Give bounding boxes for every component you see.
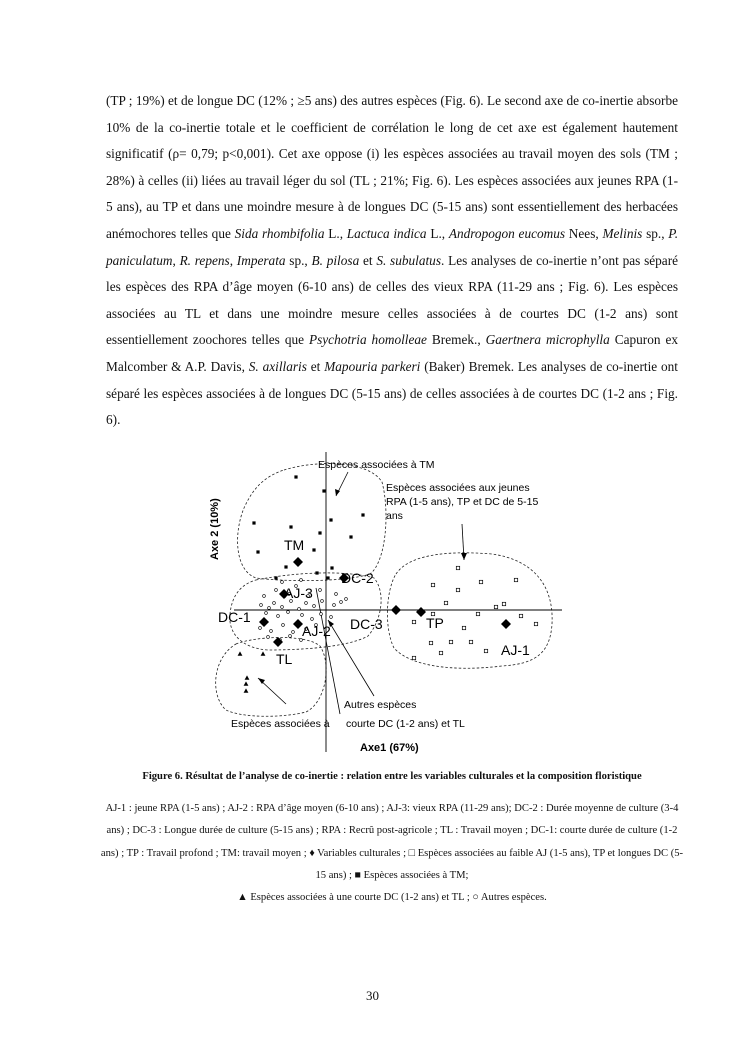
variable-diamond-dc-1 [259, 617, 269, 627]
other-species-point [335, 593, 338, 596]
text-run: sp., [285, 252, 312, 268]
young-species-point [429, 641, 432, 644]
annotation-short-a: Espèces associées à [231, 718, 330, 730]
other-species-point [313, 605, 316, 608]
species-name: Mapouria parkeri [324, 358, 421, 374]
tm-species-point [361, 513, 364, 516]
tm-species-point [322, 489, 325, 492]
young-species-point [476, 612, 479, 615]
other-species-point [333, 604, 336, 607]
young-species-point [494, 605, 497, 608]
other-species-point [320, 613, 323, 616]
text-run: , [229, 252, 237, 268]
tm-species-point [284, 565, 287, 568]
tm-species-point [252, 521, 255, 524]
species-name: S. axillaris [248, 358, 307, 374]
label-dc-1: DC-1 [218, 609, 251, 625]
other-species-point [282, 624, 285, 627]
co-inertia-figure [196, 452, 570, 758]
tm-species-point [312, 548, 315, 551]
other-species-point [263, 595, 266, 598]
page-number: 30 [366, 988, 379, 1003]
variable-points [259, 557, 511, 647]
species-name: Lactuca indica [346, 225, 427, 241]
text-run: sp., [642, 225, 669, 241]
other-species-point [275, 589, 278, 592]
other-species-point [305, 602, 308, 605]
young-species-point [519, 614, 522, 617]
variable-diamond-tp [416, 607, 426, 617]
young-species-point [456, 588, 459, 591]
text-run: et [306, 358, 325, 374]
tm-species-point [315, 571, 318, 574]
text-run: et [359, 252, 377, 268]
short-dc-tl-species-point [245, 675, 250, 679]
figure-caption-title: Figure 6. Résultat de l’analyse de co-inertie : relation entre les variables culturales et la composition floristique [142, 771, 642, 782]
annotation-young-1: Espèces associées aux jeunes [386, 482, 530, 494]
label-aj-1: AJ-1 [501, 642, 530, 658]
other-species-point [260, 604, 263, 607]
tm-species-point [326, 576, 329, 579]
x-axis-label: Axe1 (67%) [360, 742, 419, 754]
species-name: B. pilosa [311, 252, 360, 268]
species-name: R. repens [179, 252, 230, 268]
tm-species-point [256, 550, 259, 553]
species-name: Psychotria homolleae [308, 332, 427, 348]
label-aj-3: AJ-3 [284, 585, 313, 601]
label-tl: TL [276, 651, 293, 667]
text-run: . Les analyses de co-inertie n’ont pas séparé les espèces des RPA d’âge moyen (6-10 ans) de celles des vieux RPA (11-29 ans ; Fig. 6). Les espèces associées au TL et dans une moindre mesure celles associées à de courtes DC (1-2 ans) sont essentiellement zoochores telles que [106, 252, 679, 348]
text-run: Nees, [565, 225, 603, 241]
other-species-point [287, 611, 290, 614]
short-dc-tl-species-point [244, 688, 249, 692]
other-species-point [259, 627, 262, 630]
text-run: L., [324, 225, 347, 241]
body-paragraph [106, 88, 678, 434]
species-name: P. paniculatum [106, 225, 679, 268]
other-species-point [301, 614, 304, 617]
other-species-point [311, 618, 314, 621]
other-species-point [345, 598, 348, 601]
annotation-short-b: courte DC (1-2 ans) et TL [346, 718, 465, 730]
tm-species-point [294, 475, 297, 478]
label-dc-2: DC-2 [341, 570, 374, 586]
species-name: Andropogon eucomus [448, 225, 566, 241]
annotation-young-3: ans [386, 510, 403, 522]
young-species-point [444, 601, 447, 604]
other-species-point [267, 636, 270, 639]
variable-diamond-aj-1 [501, 619, 511, 629]
species-name: Sida rhombifolia [234, 225, 325, 241]
tm-species-point [349, 535, 352, 538]
species-name: Imperata [236, 252, 286, 268]
variable-diamond-tl [273, 637, 283, 647]
text-run: (TP ; 19%) et de longue DC (12% ; ≥5 ans) des autres espèces (Fig. 6). Le second axe de co-inertie absorbe 10% de la co-inertie totale et le coefficient de corrélation le long de cet axe est également hautement significatif (ρ= 0,79; p<0,001). Cet axe oppose (i) les espèces associées au travail moyen des sols (TM ; 28%) à celles (ii) liées au travail léger du sol (TL ; 21%; Fig. 6). Les espèces associées aux jeunes RPA (1-5 ans), au TP et dans une moindre mesure à de longues DC (5-15 ans) sont essentiellement des herbacées anémochores telles que [106, 93, 678, 241]
other-species-point [281, 581, 284, 584]
other-species-point [300, 579, 303, 582]
species-name: Gaertnera microphylla [485, 332, 610, 348]
young-species-point [514, 578, 517, 581]
other-species-point [300, 639, 303, 642]
tm-species-point [318, 531, 321, 534]
annotation-other: Autres espèces [344, 699, 417, 711]
co-inertia-scatter-plot [196, 452, 570, 758]
annotation-tm: Espèces associées à TM [318, 459, 435, 471]
young-species-point [479, 580, 482, 583]
other-species-point [292, 631, 295, 634]
other-species-point [330, 616, 333, 619]
young-species-point [412, 620, 415, 623]
text-run: Bremek., [426, 332, 486, 348]
annotation-young-2: RPA (1-5 ans), TP et DC de 5-15 [386, 496, 539, 508]
young-species-point [456, 566, 459, 569]
other-species-point [268, 607, 271, 610]
tm-species-point [330, 566, 333, 569]
species-name: Melinis [602, 225, 643, 241]
text-run: (Baker) Bremek. Les analyses de co-inertie ont séparé les espèces associées à de longues DC (5-15 ans) de celles associées à de courtes DC (1-2 ans ; Fig. 6). [106, 358, 678, 428]
tm-species-point [329, 518, 332, 521]
other-species-point [340, 601, 343, 604]
y-axis-label: Axe 2 (10%) [209, 498, 221, 560]
young-species-point [469, 640, 472, 643]
young-species-point [534, 622, 537, 625]
tm-species-envelope [238, 464, 386, 581]
young-species-point [412, 656, 415, 659]
young-species-point [462, 626, 465, 629]
label-aj-2: AJ-2 [302, 623, 331, 639]
other-species-point [289, 635, 292, 638]
figure-legend [100, 798, 684, 909]
young-arrowhead [461, 553, 467, 560]
short-dc-tl-species-point [261, 651, 266, 655]
other-species-point [277, 615, 280, 618]
young-species-point [431, 583, 434, 586]
other-species-point [319, 589, 322, 592]
tm-species-point [274, 576, 277, 579]
text-run: L., [426, 225, 449, 241]
other-species-point [270, 630, 273, 633]
label-tp: TP [426, 615, 444, 631]
variable-diamond-tm [293, 557, 303, 567]
short-dc-second-arrow [316, 588, 340, 714]
label-dc-3: DC-3 [350, 616, 383, 632]
tm-species-point [289, 525, 292, 528]
text-run: Capuron ex Malcomber & A.P. Davis, [106, 332, 679, 374]
other-species-point [273, 602, 276, 605]
species-name: S. subulatus [376, 252, 442, 268]
young-species-point [439, 651, 442, 654]
short-dc-tl-species-point [238, 651, 243, 655]
legend-line-1: AJ-1 : jeune RPA (1-5 ans) ; AJ-2 : RPA d’âge moyen (6-10 ans) ; AJ-3: vieux RPA (11-29 ans); DC-2 : Durée moyenne de culture (3-4 ans) ; DC-3 : Longue durée de culture (5-15 ans) ; RPA : Recrû post-agricole ; TL : Travail moyen ; DC-1: courte durée de culture (1-2 ans) ; TP : Travail profond ; TM: travail moyen ; ♦ Variables culturales ; □ Espèces associées au faible AJ (1-5 ans), TP et longues DC (5-15 ans) ; ■ Espèces associées à TM; [100, 803, 684, 881]
short-dc-tl-species-envelope [216, 638, 326, 717]
other-species-point [321, 600, 324, 603]
other-species-point [281, 606, 284, 609]
young-species-point [449, 640, 452, 643]
text-run: , [172, 252, 180, 268]
variable-diamond-dc-3 [391, 605, 401, 615]
young-species-point [484, 649, 487, 652]
label-tm: TM [284, 537, 305, 553]
other-species-point [298, 608, 301, 611]
other-species-point [265, 612, 268, 615]
young-species-point [502, 602, 505, 605]
short-dc-tl-species-point [244, 681, 249, 685]
legend-line-2: ▲ Espèces associées à une courte DC (1-2 ans) et TL ; ○ Autres espèces. [237, 892, 547, 904]
